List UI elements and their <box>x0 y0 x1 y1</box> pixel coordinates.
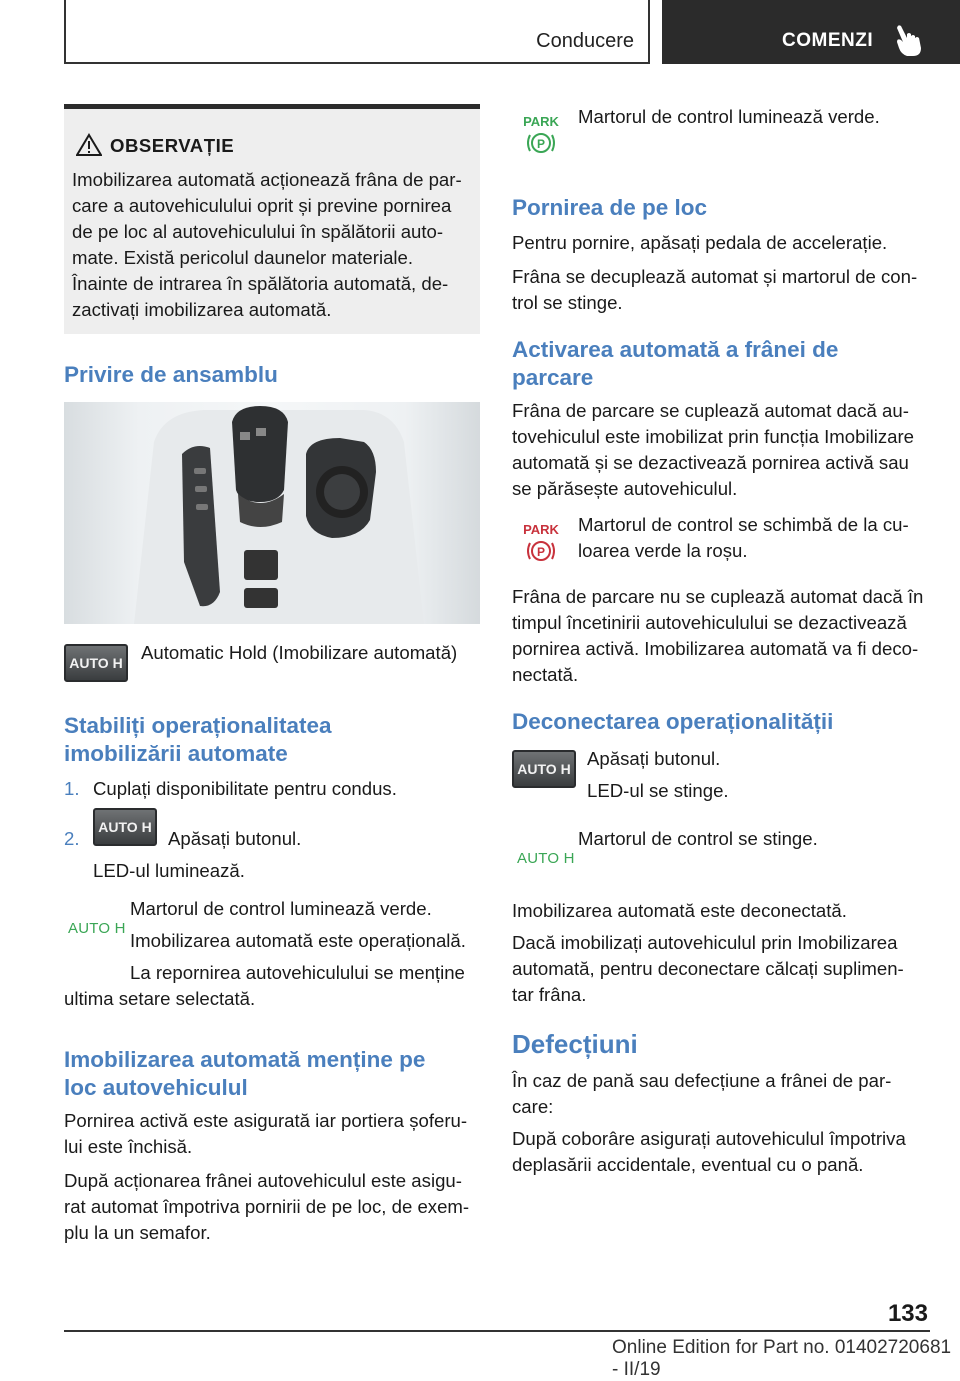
overview-heading: Privire de ansamblu <box>64 362 278 387</box>
hold-heading-line1: Imobilizarea automată menține pe <box>64 1047 426 1072</box>
park-red-indicator-icon <box>516 520 566 564</box>
warning-line: Imobilizarea automată acționează frâna de par- <box>72 169 462 190</box>
autoh-button-label: AUTO H <box>69 655 123 671</box>
set-heading-line2: imobilizării automate <box>64 741 288 766</box>
park-green-p: P <box>536 137 546 151</box>
autoh-green-indicator-icon: AUTO H <box>68 920 126 937</box>
step1-number: 1. <box>64 778 80 799</box>
autoh-button-label: AUTO H <box>98 819 152 835</box>
park-green-text: Martorul de control luminează verde. <box>578 106 880 127</box>
indicator-green-text: Martorul de control luminează verde. <box>130 898 432 919</box>
fault-paragraph1-line1: În caz de pană sau defecțiune a frânei de par- <box>512 1070 892 1091</box>
hold-paragraph2-line2: rat automat împotriva pornirii de pe loc, de exem- <box>64 1196 470 1217</box>
header-section-tab <box>64 0 650 64</box>
center-console-photo <box>64 402 480 624</box>
step2-text: Apăsați butonul. <box>168 828 302 849</box>
park-paragraph2-line4: nectată. <box>512 664 579 685</box>
hold-paragraph1-line1: Pornirea activă este asigurată iar portiera șoferu- <box>64 1110 468 1131</box>
autoh-button-icon <box>64 644 128 682</box>
start-paragraph2-line2: trol se stinge. <box>512 292 623 313</box>
start-heading: Pornirea de pe loc <box>512 195 708 220</box>
off-paragraph2-line2: automată, pentru deconectare călcați suplimen- <box>512 958 904 979</box>
off-paragraph1: Imobilizarea automată este deconectată. <box>512 900 847 921</box>
autoh-button-icon <box>93 808 157 846</box>
park-paragraph1-line3: automată și se dezactivează pornirea activă sau <box>512 452 909 473</box>
header-chapter-label: COMENZI <box>782 30 874 51</box>
autoh-button-label: AUTO H <box>517 761 571 777</box>
hold-paragraph2-line3: plu la un semafor. <box>64 1222 211 1243</box>
hold-heading-line2: loc autovehiculul <box>64 1075 248 1100</box>
warning-box <box>64 104 480 334</box>
park-paragraph2-line2: timpul încetinirii autovehiculului se dezactivează <box>512 612 907 633</box>
off-led-text: LED-ul se stinge. <box>587 780 729 801</box>
park-paragraph2-line3: pornirea activă. Imobilizarea automată va fi deco- <box>512 638 919 659</box>
warning-line: mate. Există pericolul daunelor materiale. <box>72 247 414 268</box>
off-press-text: Apăsați butonul. <box>587 748 721 769</box>
park-red-text-line1: Martorul de control se schimbă de la cu- <box>578 514 909 535</box>
park-paragraph1-line1: Frâna de parcare se cuplează automat dacă au- <box>512 400 909 421</box>
pointing-hand-icon <box>895 24 925 58</box>
off-paragraph2-line3: tar frâna. <box>512 984 587 1005</box>
warning-line: de pe loc al autovehiculului în spălătorii auto- <box>72 221 444 242</box>
park-green-indicator-icon <box>516 112 566 156</box>
header-section-label: Conducere <box>536 30 634 52</box>
warning-triangle-icon <box>76 133 102 157</box>
park-heading-line1: Activarea automată a frânei de <box>512 337 839 362</box>
off-heading: Deconectarea operaționalității <box>512 709 834 734</box>
park-paragraph1-line4: se părăsește autovehiculul. <box>512 478 738 499</box>
park-heading-line2: parcare <box>512 365 594 390</box>
restart-text-line2: ultima setare selectată. <box>64 988 256 1009</box>
off-paragraph2-line1: Dacă imobilizați autovehiculul prin Imobilizarea <box>512 932 898 953</box>
set-heading-line1: Stabiliți operaționalitatea <box>64 713 332 738</box>
warning-text <box>72 167 472 323</box>
led-on-text: LED-ul luminează. <box>93 860 245 881</box>
footer-edition: Online Edition for Part no. 01402720681 - II/19 <box>612 1337 952 1380</box>
park-red-label: PARK <box>523 522 559 537</box>
park-paragraph1-line2: tovehiculul este imobilizat prin funcția Imobilizare <box>512 426 915 447</box>
start-paragraph2-line1: Frâna se decuplează automat și martorul de con- <box>512 266 918 287</box>
warning-line: zactivați imobilizarea automată. <box>72 299 332 320</box>
park-paragraph2-line1: Frâna de parcare nu se cuplează automat dacă în <box>512 586 924 607</box>
autoh-button-icon <box>512 750 576 788</box>
hold-paragraph1-line2: lui este închisă. <box>64 1136 193 1157</box>
fault-paragraph2-line2: deplasării accidentale, eventual cu o pană. <box>512 1154 864 1175</box>
footer-divider <box>64 1330 930 1332</box>
page-number: 133 <box>887 1300 928 1327</box>
park-red-p: P <box>536 545 546 559</box>
step2-number: 2. <box>64 828 80 849</box>
warning-title: OBSERVAȚIE <box>110 135 235 156</box>
hold-paragraph2-line1: După acționarea frânei autovehiculul este asigu- <box>64 1170 462 1191</box>
off-indicator-text: Martorul de control se stinge. <box>578 828 818 849</box>
restart-text-line1: La repornirea autovehiculului se menține <box>130 962 465 983</box>
warning-line: care a autovehiculului oprit și previne pornirea <box>72 195 452 216</box>
autoh-green-indicator-icon: AUTO H <box>517 850 575 867</box>
operational-text: Imobilizarea automată este operațională. <box>130 930 466 951</box>
fault-paragraph2-line1: După coborâre asigurați autovehiculul împotriva <box>512 1128 906 1149</box>
fault-heading: Defecțiuni <box>512 1029 638 1059</box>
park-red-text-line2: loarea verde la roșu. <box>578 540 748 561</box>
warning-line: Înainte de intrarea în spălătoria automată, de- <box>72 273 449 294</box>
park-green-label: PARK <box>523 114 559 129</box>
autoh-caption: Automatic Hold (Imobilizare automată) <box>141 642 458 663</box>
step1-text: Cuplați disponibilitate pentru condus. <box>93 778 397 799</box>
start-paragraph1: Pentru pornire, apăsați pedala de accelerație. <box>512 232 888 253</box>
center-console-illustration <box>64 402 480 624</box>
fault-paragraph1-line2: care: <box>512 1096 554 1117</box>
